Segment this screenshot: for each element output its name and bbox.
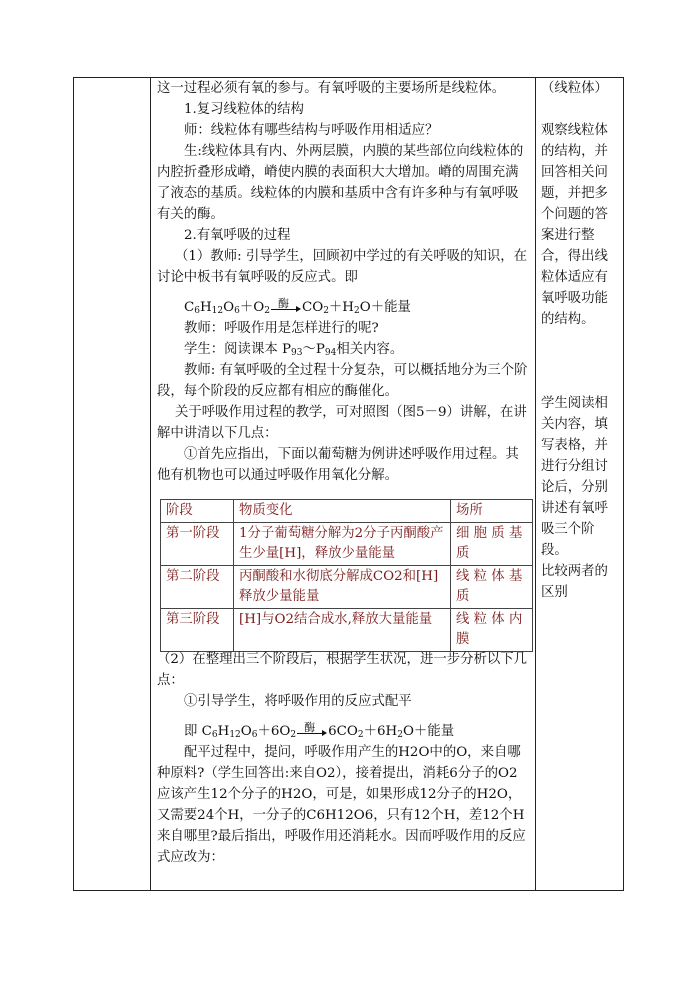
- side-note-observe: 观察线粒体的结构，并回答相关问题，并把多个问题的答案进行整合，得出线粒体适应有氧呼吸功能的结构。: [541, 123, 608, 327]
- cell-site: 线 粒 体 基质: [451, 566, 533, 609]
- formula-products: $CO_2+H_2O+$能量: [301, 300, 411, 316]
- enzyme-arrow: [297, 721, 327, 742]
- paragraph-2: （2）在整理出三个阶段后，根据学生状况，进一步分析以下几点：: [157, 652, 528, 688]
- header-site: 场所: [451, 500, 533, 523]
- cell-stage: 第二阶段: [161, 566, 234, 609]
- student-answer-1: 生:线粒体具有内、外两层膜，内膜的某些部位向线粒体的内腔折叠形成嵴，嵴使内膜的表面积大大增加。嵴的周围充满了液态的基质。线粒体的内膜和基质中含有许多种与有氧呼吸有关的酶。: [157, 144, 524, 222]
- header-stage: 阶段: [161, 500, 234, 523]
- main-content-lower: [157, 649, 529, 868]
- left-column: [73, 77, 151, 891]
- paragraph-1: （1）教师: 引导学生，回顾初中学过的有关呼吸的知识，在讨论中板书有氧呼吸的反应式。即: [157, 249, 528, 285]
- side-note-mitochondria: （线粒体）: [541, 81, 608, 96]
- side-note-compare: 比较两者的区别: [541, 564, 608, 600]
- teacher-question-2: 教师：呼吸作用是怎样进行的呢?: [184, 321, 379, 336]
- cell-change: [H]与O2结合成水,释放大量能量: [234, 609, 451, 652]
- heading-process: 2.有氧呼吸的过程: [184, 228, 291, 243]
- teacher-question-1: 师：线粒体有哪些结构与呼吸作用相适应？: [184, 123, 439, 138]
- cell-change: 1分子葡萄糖分解为2分子丙酮酸产生少量[H]，释放少量能量: [234, 523, 451, 566]
- table-row: [161, 609, 533, 652]
- cell-change: 丙酮酸和水彻底分解成CO2和[H]释放少量能量: [234, 566, 451, 609]
- enzyme-label: 酶: [304, 721, 316, 734]
- point-2: ①引导学生，将呼吸作用的反应式配平: [184, 694, 412, 709]
- heading-mitochondria: 1.复习线粒体的结构: [184, 102, 304, 117]
- balance-paragraph: 配平过程中，提问，呼吸作用产生的H2O中的O，来自哪种原料?（学生回答出:来自O2），接着提出，消耗6分子的O2应该产生12个分子的H2O，可是，如果形成12分子的H2O，又需要24个H，一分子的C6H12O6，只有12个H，差12个H来自哪里?最后指出，呼吸作用还消耗水。因而呼吸作用的反应式应改为：: [157, 745, 526, 865]
- formula-aerobic: [157, 288, 529, 318]
- enzyme-label: 酶: [277, 297, 289, 310]
- formula-intro: 即: [184, 724, 198, 739]
- main-content: [157, 78, 529, 486]
- formula-balanced: [157, 712, 529, 742]
- cell-site: 细 胞 质 基质: [451, 523, 533, 566]
- stages-table: [160, 499, 533, 652]
- cell-stage: 第一阶段: [161, 523, 234, 566]
- header-change: 物质变化: [234, 500, 451, 523]
- cell-site: 线 粒 体 内膜: [451, 609, 533, 652]
- student-reading: 学生：阅读课本 $P_{93}\sim P_{94}$相关内容。: [184, 342, 404, 358]
- point-1: ①首先应指出，下面以葡萄糖为例讲述呼吸作用过程。其他有机物也可以通过呼吸作用氧化分解。: [157, 447, 519, 483]
- cell-stage: 第三阶段: [161, 609, 234, 652]
- teacher-stages: 教师: 有氧呼吸的全过程十分复杂，可以概括地分为三个阶段，每个阶段的反应都有相应的酶催化。: [157, 363, 528, 399]
- teaching-note: 关于呼吸作用过程的教学，可对照图（图5－9）讲解，在讲解中讲清以下几点：: [157, 405, 527, 441]
- intro-line: 这一过程必须有氧的参与。有氧呼吸的主要场所是线粒体。: [157, 81, 506, 96]
- formula-reactants: $C_6H_{12}O_6+O_2$: [184, 300, 270, 316]
- table-row: [161, 523, 533, 566]
- side-note-reading: 学生阅读相关内容，填写表格，并进行分组讨论后，分别讲述有氧呼吸三个阶段。: [541, 396, 608, 558]
- formula-products: $6CO_2+6H_2O+$能量: [328, 724, 455, 740]
- table-row: [161, 566, 533, 609]
- enzyme-arrow: [271, 297, 301, 318]
- table-header-row: [161, 500, 533, 523]
- formula-reactants: $C_6H_{12}O_6+6O_2$: [201, 724, 297, 740]
